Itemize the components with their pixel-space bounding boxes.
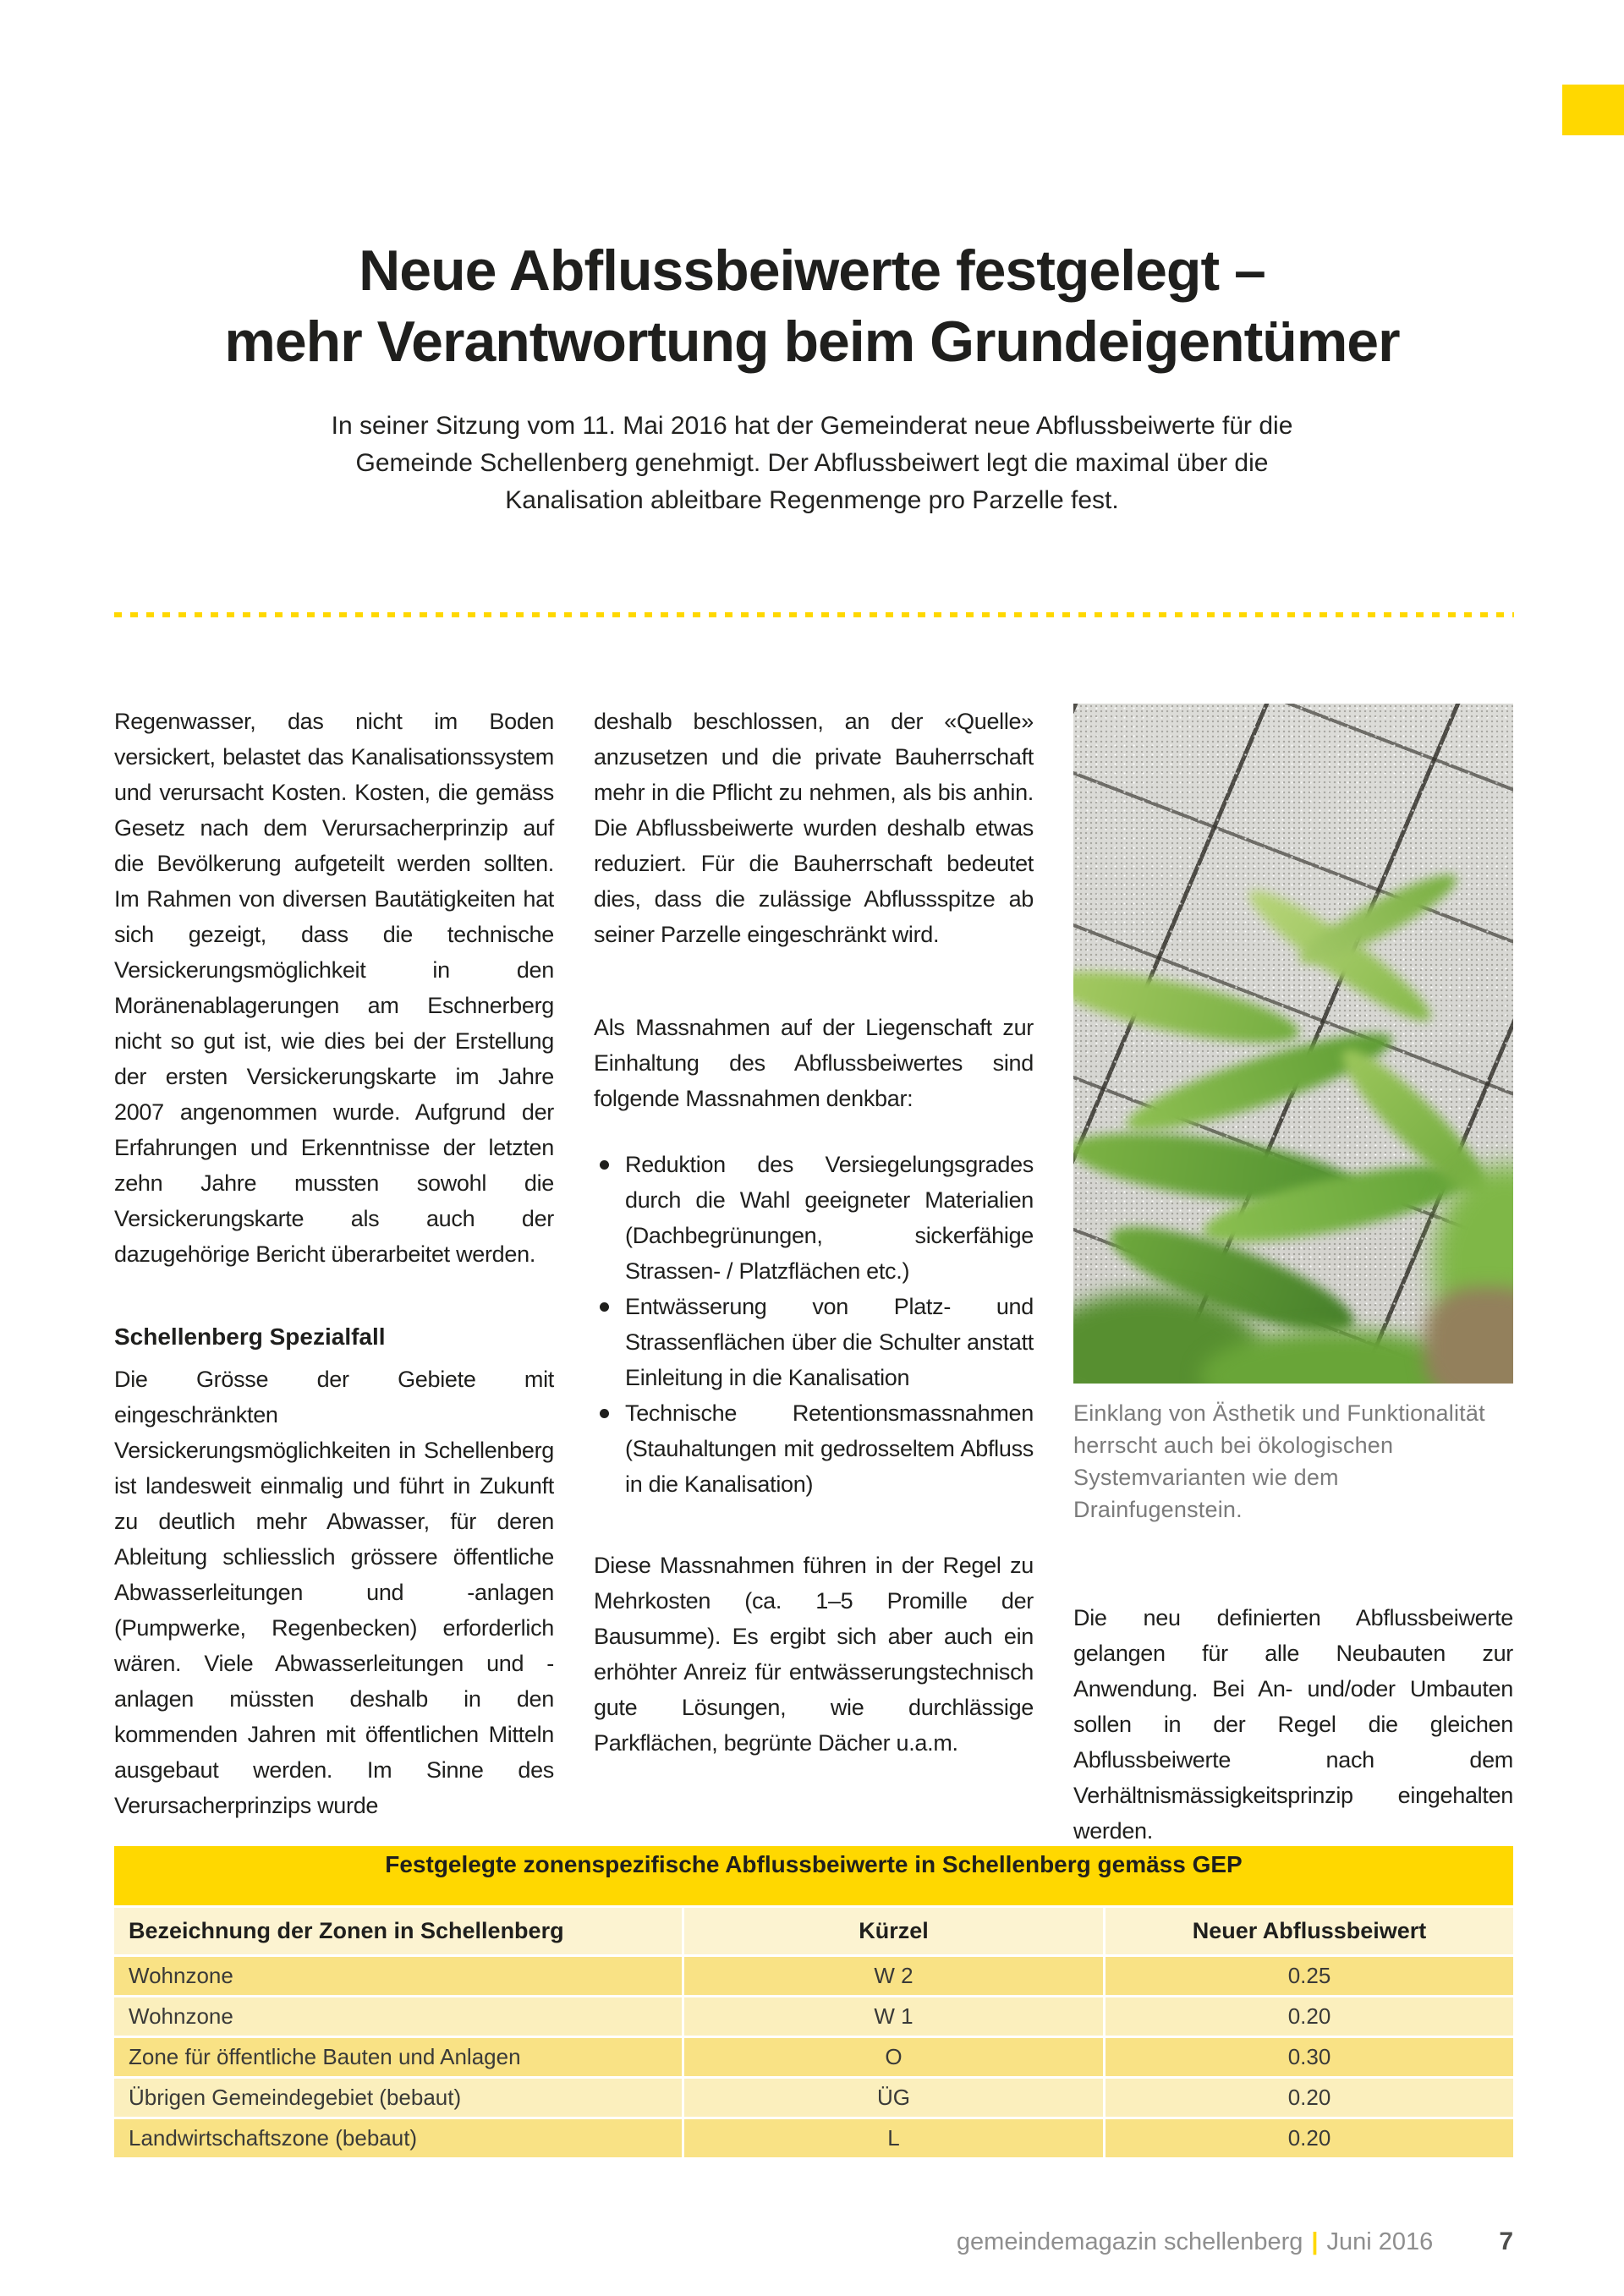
table-row	[114, 1997, 1513, 2036]
photo-drainfugenstein-paving	[1073, 704, 1513, 1384]
text-column-3	[1073, 704, 1513, 1849]
page-title-line2: mehr Verantwortung beim Grundeigentümer	[224, 310, 1400, 374]
lead-paragraph: In seiner Sitzung vom 11. Mai 2016 hat der Gemeinderat neue Abflussbeiwerte für die Gemeinde Schellenberg genehmigt. Der Abflussbeiwert legt die maximal über die Kanalisation ableitbare Regenmenge pro Parzelle fest.	[331, 412, 1293, 514]
zone-cell: Wohnzone	[129, 2003, 233, 2029]
measures-bullet-list	[594, 1147, 1034, 1502]
runoff-coefficient-table	[114, 1846, 1513, 2157]
body-paragraph: Die Grösse der Gebiete mit eingeschränkten Versickerungsmöglichkeiten in Schellenberg ist landesweit einmalig und führt in Zukunft zu deutlich mehr Abwasser, für deren Ableitung schliesslich grössere öffentliche Abwasserleitungen und -anlagen (Pumpwerke, Regenbecken) erforderlich wären. Viele Abwasserleitungen und -anlagen müssten deshalb in den kommenden Jahren mit öffentlichen Mitteln ausgebaut werden. Im Sinne des Verursacherprinzips wurde	[114, 1367, 554, 1818]
column-header-code: Kürzel	[682, 1908, 1103, 1954]
zone-cell: Übrigen Gemeindegebiet (bebaut)	[129, 2085, 462, 2110]
value-cell: 0.20	[1103, 1997, 1513, 2036]
corner-accent-mark	[1562, 85, 1624, 135]
table-row	[114, 2079, 1513, 2117]
code-cell: O	[682, 2038, 1103, 2076]
article-body	[114, 704, 1513, 1849]
value-cell: 0.20	[1103, 2119, 1513, 2157]
bullet-item: Technische Retentionsmassnahmen (Stauhaltungen mit gedrosseltem Abfluss in die Kanalisation)	[594, 1395, 1034, 1502]
code-cell: ÜG	[682, 2079, 1103, 2117]
body-paragraph: Als Massnahmen auf der Liegenschaft zur Einhaltung des Abflussbeiwertes sind folgende Massnahmen denkbar:	[594, 1015, 1034, 1111]
code-cell: W 1	[682, 1997, 1103, 2036]
photo-caption: Einklang von Ästhetik und Funktionalität herrscht auch bei ökologischen Systemvarianten wie dem Drainfugenstein.	[1073, 1400, 1485, 1522]
issue-date: Juni 2016	[1326, 2228, 1434, 2255]
zone-cell: Zone für öffentliche Bauten und Anlagen	[129, 2044, 521, 2069]
bullet-item: Reduktion des Versiegelungsgrades durch die Wahl geeigneter Materialien (Dachbegrünungen, sickerfähige Strassen- / Platzflächen etc.)	[594, 1147, 1034, 1289]
table-row	[114, 2119, 1513, 2157]
zone-cell: Landwirtschaftszone (bebaut)	[129, 2125, 418, 2151]
page-number: 7	[1499, 2228, 1513, 2255]
table-title: Festgelegte zonenspezifische Abflussbeiwerte in Schellenberg gemäss GEP	[114, 1846, 1513, 1905]
column-header-zone: Bezeichnung der Zonen in Schellenberg	[129, 1918, 564, 1943]
code-cell: W 2	[682, 1957, 1103, 1995]
value-cell: 0.30	[1103, 2038, 1513, 2076]
page-title	[0, 235, 1624, 377]
table-row	[114, 1957, 1513, 1995]
page-title-line1: Neue Abflussbeiwerte festgelegt –	[359, 238, 1265, 303]
text-column-1	[114, 704, 554, 1823]
body-paragraph: Diese Massnahmen führen in der Regel zu Mehrkosten (ca. 1–5 Promille der Bausumme). Es ergibt sich aber auch ein erhöhter Anreiz für entwässerungstechnisch gute Lösungen, wie durchlässige Parkflächen, begrünte Dächer u.a.m.	[594, 1553, 1034, 1756]
value-cell: 0.25	[1103, 1957, 1513, 1995]
article-figure	[1073, 704, 1513, 1526]
table-row	[114, 2038, 1513, 2076]
code-cell: L	[682, 2119, 1103, 2157]
body-paragraph: Die neu definierten Abflussbeiwerte gelangen für alle Neubauten zur Anwendung. Bei An- und/oder Umbauten sollen in der Regel die gleichen Abflussbeiwerte nach dem Verhältnismässigkeitsprinzip eingehalten werden.	[1073, 1605, 1513, 1844]
body-paragraph: Regenwasser, das nicht im Boden versickert, belastet das Kanalisationssystem und verursacht Kosten. Kosten, die gemäss Gesetz nach dem Verursacherprinzip auf die Bevölkerung aufgeteilt werden sollten. Im Rahmen von diversen Bautätigkeiten hat sich gezeigt, dass die technische Versickerungsmöglichkeit in den Moränenablagerungen am Eschnerberg nicht so gut ist, wie dies bei der Erstellung der ersten Versickerungskarte im Jahre 2007 angenommen wurde. Aufgrund der Erfahrungen und Erkenntnisse der letzten zehn Jahre mussten sowohl die Versickerungskarte als auch der dazugehörige Bericht überarbeitet werden.	[114, 709, 554, 1267]
article-header	[0, 235, 1624, 519]
subheading-schellenberg-spezialfall: Schellenberg Spezialfall	[114, 1323, 386, 1350]
leaf-shape	[1073, 956, 1304, 1057]
value-cell: 0.20	[1103, 2079, 1513, 2117]
soil-patch	[1424, 1287, 1513, 1384]
page-footer	[114, 2224, 1513, 2260]
dashed-divider	[114, 612, 1514, 617]
zone-cell: Wohnzone	[129, 1963, 233, 1988]
text-column-2	[594, 704, 1034, 1761]
body-paragraph: deshalb beschlossen, an der «Quelle» anzusetzen und die private Bauherrschaft mehr in die Pflicht zu nehmen, als bis anhin. Die Abflussbeiwerte wurden deshalb etwas reduziert. Für die Bauherrschaft bedeutet dies, dass die zulässige Abflussspitze ab seiner Parzelle eingeschränkt wird.	[594, 709, 1034, 947]
column-header-value: Neuer Abflussbeiwert	[1103, 1908, 1513, 1954]
bullet-item: Entwässerung von Platz- und Strassenflächen über die Schulter anstatt Einleitung in die Kanalisation	[594, 1289, 1034, 1395]
footer-separator: |	[1311, 2228, 1319, 2255]
table-header-row	[114, 1908, 1513, 1954]
magazine-name: gemeindemagazin schellenberg	[956, 2228, 1303, 2255]
